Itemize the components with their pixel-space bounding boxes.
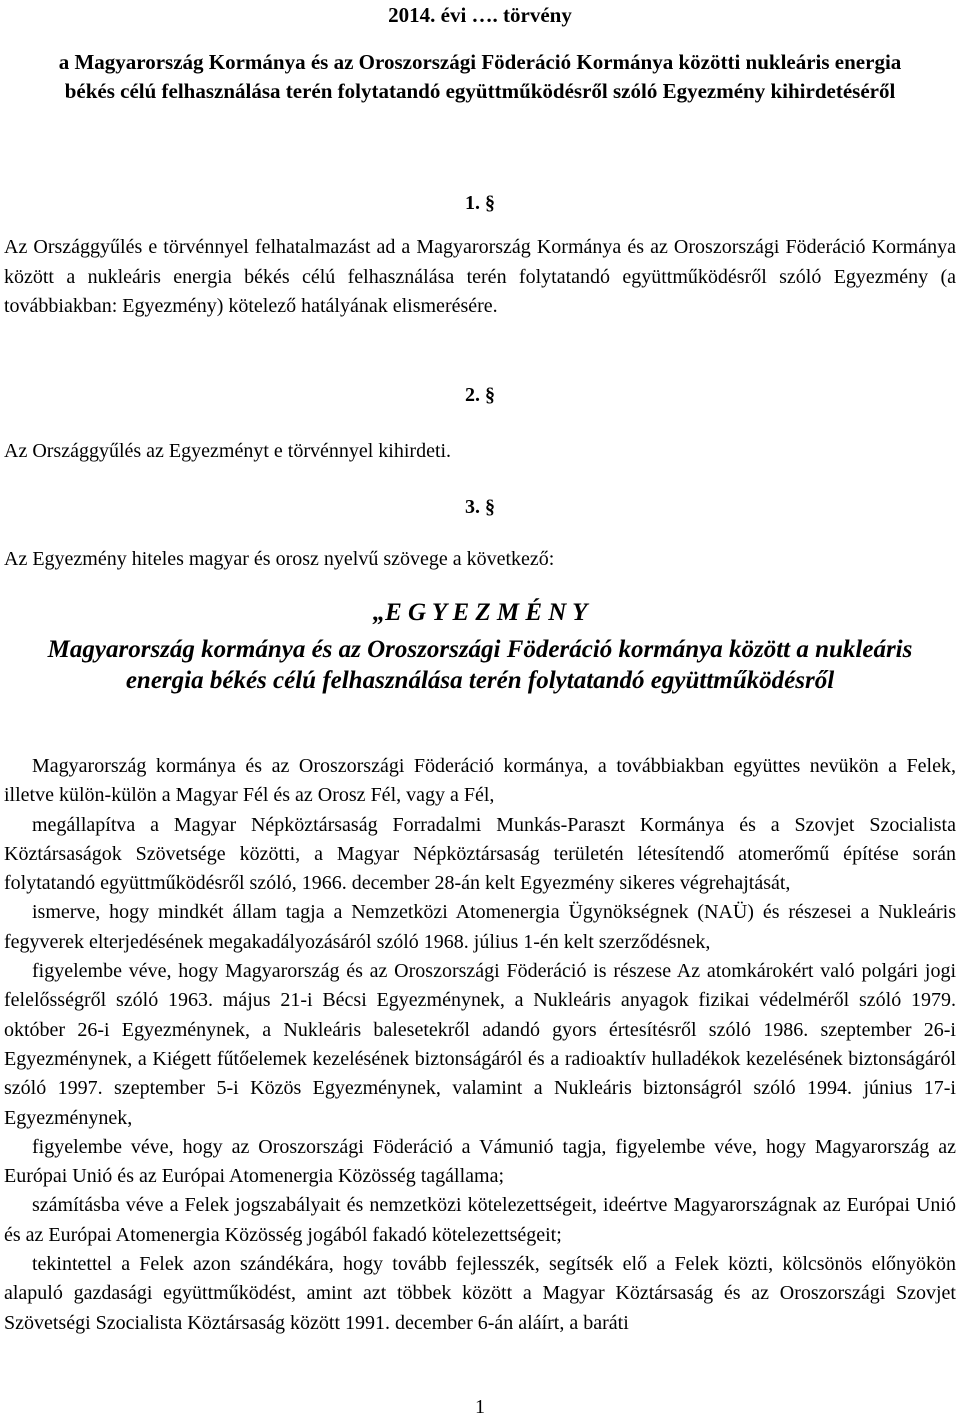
section-3-heading: 3. §: [465, 496, 495, 518]
section-2-text: Az Országgyűlés az Egyezményt e törvénnyel kihirdeti.: [4, 440, 452, 462]
agreement-preamble: [4, 752, 956, 1338]
law-title: 2014. évi …. törvény: [388, 3, 572, 27]
preamble-paragraph: Magyarország kormánya és az Oroszországi Föderáció kormánya, a továbbiakban együttes nevükön a Felek, illetve külön-külön a Magyar Fél és az Orosz Fél, vagy a Fél,: [4, 755, 956, 807]
section-3-text: Az Egyezmény hiteles magyar és orosz nyelvű szövege a következő:: [4, 548, 555, 570]
section-1-text: Az Országgyűlés e törvénnyel felhatalmazást ad a Magyarország Kormánya és az Oroszországi Föderáció Kormánya között a nukleáris energia békés célú felhasználása terén folytatandó együttműködésről szóló Egyezmény (a továbbiakban: Egyezmény) kötelező hatályának elismerésére.: [4, 236, 956, 317]
preamble-paragraph: tekintettel a Felek azon szándékára, hogy tovább fejlesszék, segítsék elő a Felek közti, kölcsönös előnyökön alapuló gazdasági együttműködést, amint azt többek között a Magyar Köztársaság és az Oroszországi Szovjet Szövetségi Szocialista Köztársaság között 1991. december 6-án aláírt, a baráti: [4, 1253, 956, 1334]
agreement-heading: „E G Y E Z M É N Y: [372, 599, 588, 626]
law-subtitle: a Magyarország Kormánya és az Oroszországi Föderáció Kormánya közötti nukleáris energia békés célú felhasználása terén folytatandó együttműködésről szóló Egyezmény kihirdetéséről: [58, 50, 902, 103]
agreement-title: Magyarország kormánya és az Oroszországi Föderáció kormánya között a nukleáris energia békés célú felhasználása terén folytatandó együttműködésről: [47, 636, 913, 694]
preamble-paragraph: figyelembe véve, hogy Magyarország és az Oroszországi Föderáció is részese Az atomkárokért való polgári jogi felelősségről szóló 1963. május 21-i Bécsi Egyezménynek, a Nukleáris anyagok fizikai védelméről szóló 1979. október 26-i Egyezménynek, a Nukleáris balesetekről adandó gyors értesítésről szóló 1986. szeptember 26-i Egyezménynek, a Kiégett fűtőelemek kezelésének biztonságáról és a radioaktív hulladékok kezelésének biztonságáról szóló 1997. szeptember 5-i Közös Egyezménynek, valamint a Nukleáris biztonságról szóló 1994. június 17-i Egyezménynek,: [4, 960, 956, 1129]
preamble-paragraph: ismerve, hogy mindkét állam tagja a Nemzetközi Atomenergia Ügynökségnek (NAÜ) és részesei a Nukleáris fegyverek elterjedésének megakadályozásáról szóló 1968. július 1-én kelt szerződésnek,: [4, 901, 956, 953]
section-1-heading: 1. §: [465, 192, 495, 214]
page-number: 1: [475, 1396, 485, 1418]
section-2-heading: 2. §: [465, 384, 495, 406]
preamble-paragraph: megállapítva a Magyar Népköztársaság Forradalmi Munkás-Paraszt Kormánya és a Szovjet Szocialista Köztársaságok Szövetsége közötti, a Magyar Népköztársaság területén létesítendő atomerőmű építése során folytatandó együttműködésről szóló, 1966. december 28-án kelt Egyezmény sikeres végrehajtását,: [4, 813, 956, 895]
preamble-paragraph: figyelembe véve, hogy az Oroszországi Föderáció a Vámunió tagja, figyelembe véve, hogy Magyarország az Európai Unió és az Európai Atomenergia Közösség tagállama;: [4, 1135, 956, 1188]
preamble-paragraph: számításba véve a Felek jogszabályait és nemzetközi kötelezettségeit, ideértve Magyarországnak az Európai Unió és az Európai Atomenergia Közösség jogából fakadó kötelezettségeit;: [4, 1194, 956, 1246]
